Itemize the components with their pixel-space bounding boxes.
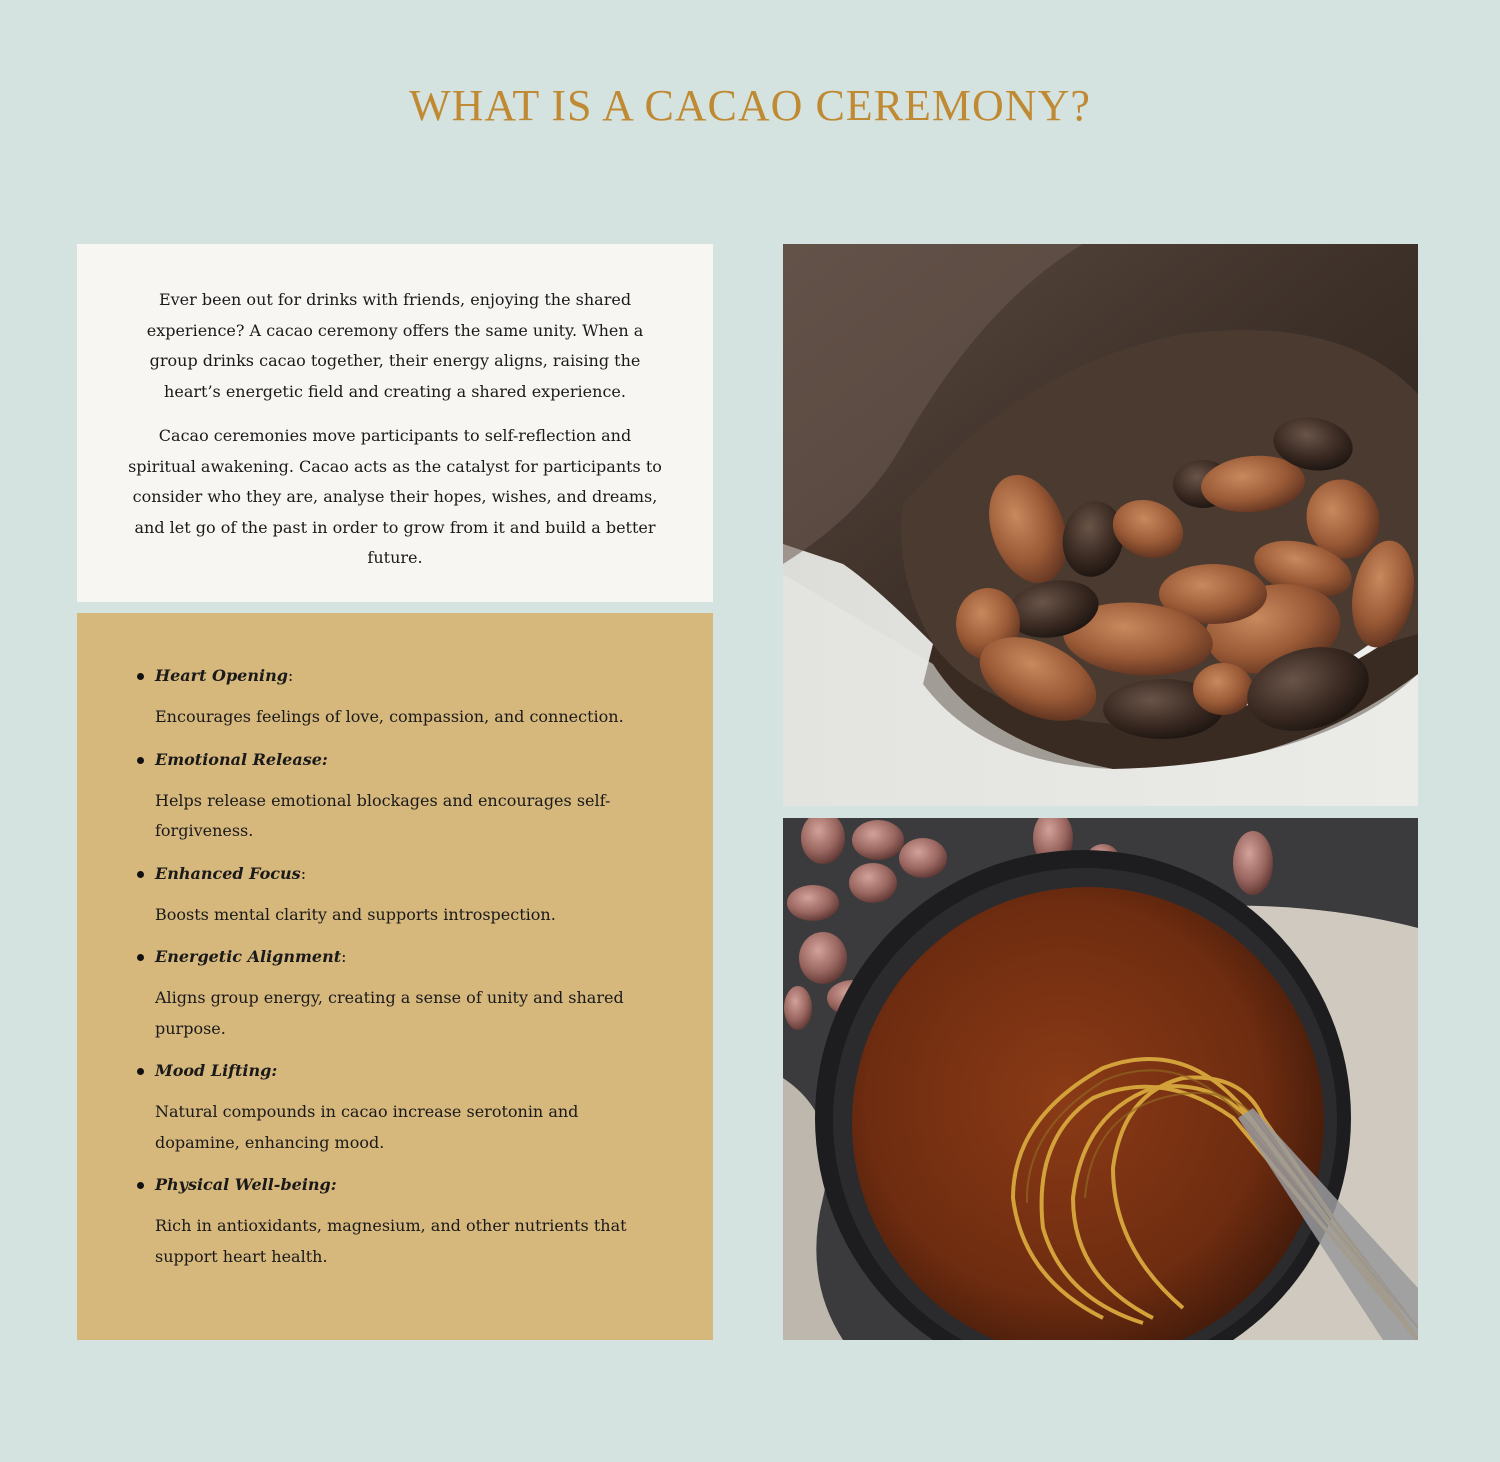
benefit-item — [155, 745, 673, 847]
cacao-beans-illustration — [783, 244, 1418, 806]
benefit-title — [155, 859, 673, 889]
benefit-description: Rich in antioxidants, magnesium, and other nutrients that support heart health. — [155, 1216, 627, 1266]
cacao-beans-photo — [783, 244, 1418, 806]
intro-paragraph: Cacao ceremonies move participants to self-reflection and spiritual awakening. Cacao acts as the catalyst for participants to consider who they are, analyse their hopes, wishes, and dreams, and let go of the past in order to grow from it and build a better future. — [128, 426, 662, 567]
benefit-item — [155, 942, 673, 1044]
benefit-title-text: Physical Well-being: — [155, 1175, 337, 1194]
benefit-description: Helps release emotional blockages and encourages self-forgiveness. — [155, 790, 611, 840]
benefit-title-text: Enhanced Focus — [155, 863, 301, 883]
cacao-whisk-photo — [783, 818, 1418, 1340]
benefit-description: Natural compounds in cacao increase serotonin and dopamine, enhancing mood. — [155, 1102, 579, 1152]
intro-paragraph: Ever been out for drinks with friends, enjoying the shared experience? A cacao ceremony offers the same unity. When a group drinks cacao together, their energy aligns, raising the heart’s energetic field and creating a shared experience. — [146, 290, 644, 401]
benefit-item — [155, 1056, 673, 1158]
benefit-description: Boosts mental clarity and supports introspection. — [155, 904, 556, 924]
benefit-title — [155, 942, 673, 972]
benefit-title-text: Energetic Alignment — [155, 947, 342, 966]
benefits-card — [77, 613, 713, 1340]
benefit-title — [155, 1056, 673, 1086]
benefit-title — [155, 745, 673, 775]
benefit-title-text: Heart Opening — [155, 666, 288, 685]
benefit-description: Aligns group energy, creating a sense of unity and shared purpose. — [155, 988, 624, 1038]
benefit-item — [155, 661, 673, 733]
benefit-title — [155, 1170, 673, 1200]
cacao-whisk-illustration — [783, 818, 1418, 1340]
benefit-title-text: Mood Lifting: — [155, 1061, 278, 1080]
benefit-title-separator: : — [341, 947, 347, 966]
benefit-item — [155, 859, 673, 931]
benefit-title-text: Emotional Release: — [155, 749, 328, 769]
benefit-title-separator: : — [300, 863, 307, 883]
benefit-item — [155, 1170, 673, 1272]
page-title: WHAT IS A CACAO CEREMONY? — [409, 81, 1091, 130]
benefits-list — [155, 661, 673, 1272]
benefit-title — [155, 661, 673, 691]
intro-card — [77, 244, 713, 602]
benefit-title-separator: : — [287, 666, 294, 685]
benefit-description: Encourages feelings of love, compassion, and connection. — [155, 707, 624, 726]
